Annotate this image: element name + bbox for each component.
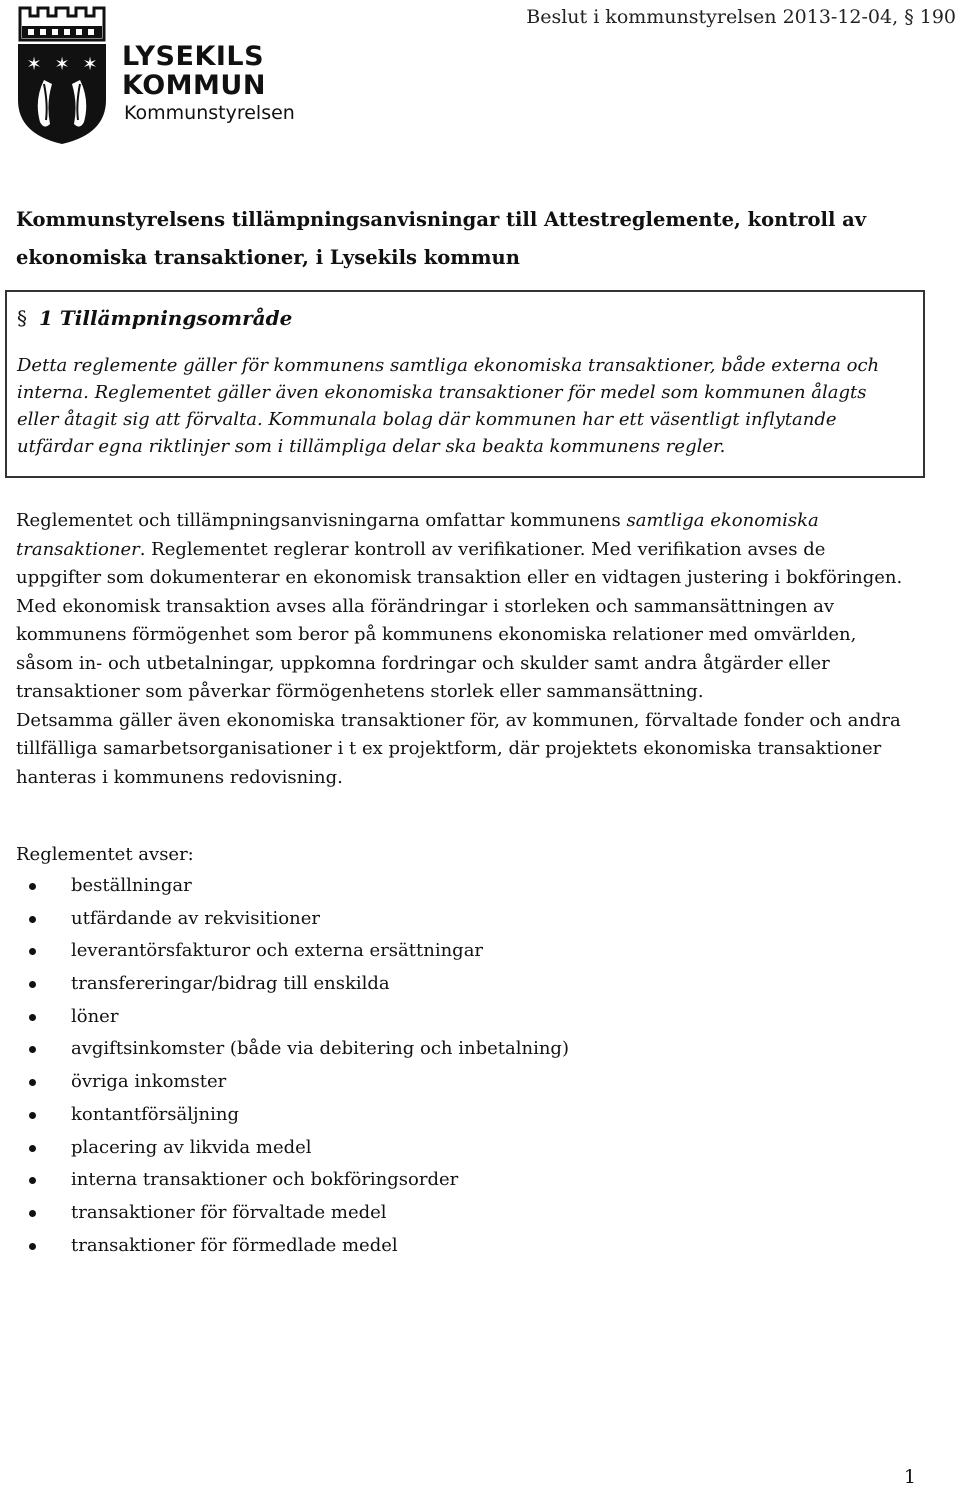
bullet-icon (29, 1046, 36, 1053)
bullet-icon (29, 1014, 36, 1021)
list-item-text: avgiftsinkomster (både via debitering och inbetalning) (71, 1038, 569, 1060)
list-item-text: transaktioner för förvaltade medel (71, 1201, 387, 1223)
org-department: Kommunstyrelsen (124, 102, 295, 124)
bullet-icon (29, 916, 36, 923)
list-intro: Reglementet avser: (16, 844, 194, 865)
list-item-text: löner (71, 1005, 119, 1027)
municipality-logo (14, 4, 334, 148)
org-name-line1: LYSEKILS (122, 41, 265, 72)
list-item-text: leverantörsfakturor och externa ersättningar (71, 940, 484, 962)
bullet-icon (29, 948, 36, 955)
list-item (16, 1099, 569, 1132)
list-item-text: beställningar (71, 875, 192, 896)
bullet-icon (29, 1243, 36, 1250)
list-item (16, 935, 569, 968)
bullet-icon (29, 981, 36, 988)
bullet-icon (29, 1210, 36, 1217)
list-item (16, 1230, 569, 1263)
scope-heading-text: 1 Tillämpningsområde (39, 306, 293, 330)
decision-reference: Beslut i kommunstyrelsen 2013-12-04, § 190 (526, 6, 956, 28)
scope-box (5, 290, 925, 478)
list-item-text: transaktioner för förmedlade medel (71, 1234, 398, 1256)
scope-list (16, 870, 569, 1262)
svg-text:✶: ✶ (82, 54, 98, 75)
org-name-line2: KOMMUN (122, 70, 266, 101)
body-p1-rest: . Reglementet reglerar kontroll av verifikationer. Med verifikation avses de uppgifter som dokumenterar en ekonomisk transaktion eller en vidtagen justering i bokföringen. Med ekonomisk transaktion avses alla förändringar i storleken och sammansättningen av kommunens förmögenhet som beror på kommunens ekonomiska relationer med omvärlden, såsom in- och utbetalningar, uppkomna fordringar och skulder samt andra åtgärder eller transaktioner som påverkar förmögenhetens storlek eller sammansättning. (16, 538, 903, 702)
document-title: Kommunstyrelsens tillämpningsanvisningar till Attestreglemente, kontroll av ekonomiska transaktioner, i Lysekils kommun (16, 208, 867, 269)
list-item (16, 870, 569, 903)
list-item (16, 968, 569, 1001)
bullet-icon (29, 1177, 36, 1184)
list-item (16, 1132, 569, 1165)
svg-text:✶: ✶ (26, 54, 42, 75)
body-p1-emphasis: samtliga ekonomiska transaktioner (16, 510, 819, 560)
list-item-text: övriga inkomster (71, 1071, 227, 1093)
bullet-icon (29, 1112, 36, 1119)
list-item (16, 1001, 569, 1034)
body-text (16, 507, 916, 792)
page-number: 1 (903, 1466, 916, 1488)
bullet-icon (29, 1145, 36, 1152)
list-item (16, 1033, 569, 1066)
svg-text:✶: ✶ (54, 54, 70, 75)
list-item (16, 1066, 569, 1099)
section-symbol: § (17, 306, 27, 330)
bullet-icon (29, 1079, 36, 1086)
body-p1-lead: Reglementet och tillämpningsanvisningarna omfattar kommunens (16, 510, 627, 531)
body-paragraph-1 (16, 507, 916, 707)
coat-of-arms-icon (14, 4, 110, 146)
list-item (16, 1164, 569, 1197)
list-item-text: kontantförsäljning (71, 1103, 240, 1125)
list-item (16, 1197, 569, 1230)
org-name (122, 42, 266, 100)
scope-text: Detta reglemente gäller för kommunens samtliga ekonomiska transaktioner, både externa och interna. Reglementet gäller även ekonomiska transaktioner för medel som kommunen ålagts eller åtagit sig att förvalta. Kommunala bolag där kommunen har ett väsentligt inflytande utfärdar egna riktlinjer som i tillämpliga delar ska beakta kommunens regler. (17, 355, 880, 457)
body-paragraph-2: Detsamma gäller även ekonomiska transaktioner för, av kommunen, förvaltade fonder och andra tillfälliga samarbetsorganisationer i t ex projektform, där projektets ekonomiska transaktioner hanteras i kommunens redovisning. (16, 709, 901, 788)
bullet-icon (29, 883, 36, 890)
list-item (16, 903, 569, 936)
list-item-text: utfärdande av rekvisitioner (71, 907, 320, 929)
list-item-text: placering av likvida medel (71, 1136, 312, 1158)
scope-heading (17, 306, 292, 330)
list-item-text: interna transaktioner och bokföringsorder (71, 1169, 459, 1191)
list-item-text: transfereringar/bidrag till enskilda (71, 973, 390, 995)
